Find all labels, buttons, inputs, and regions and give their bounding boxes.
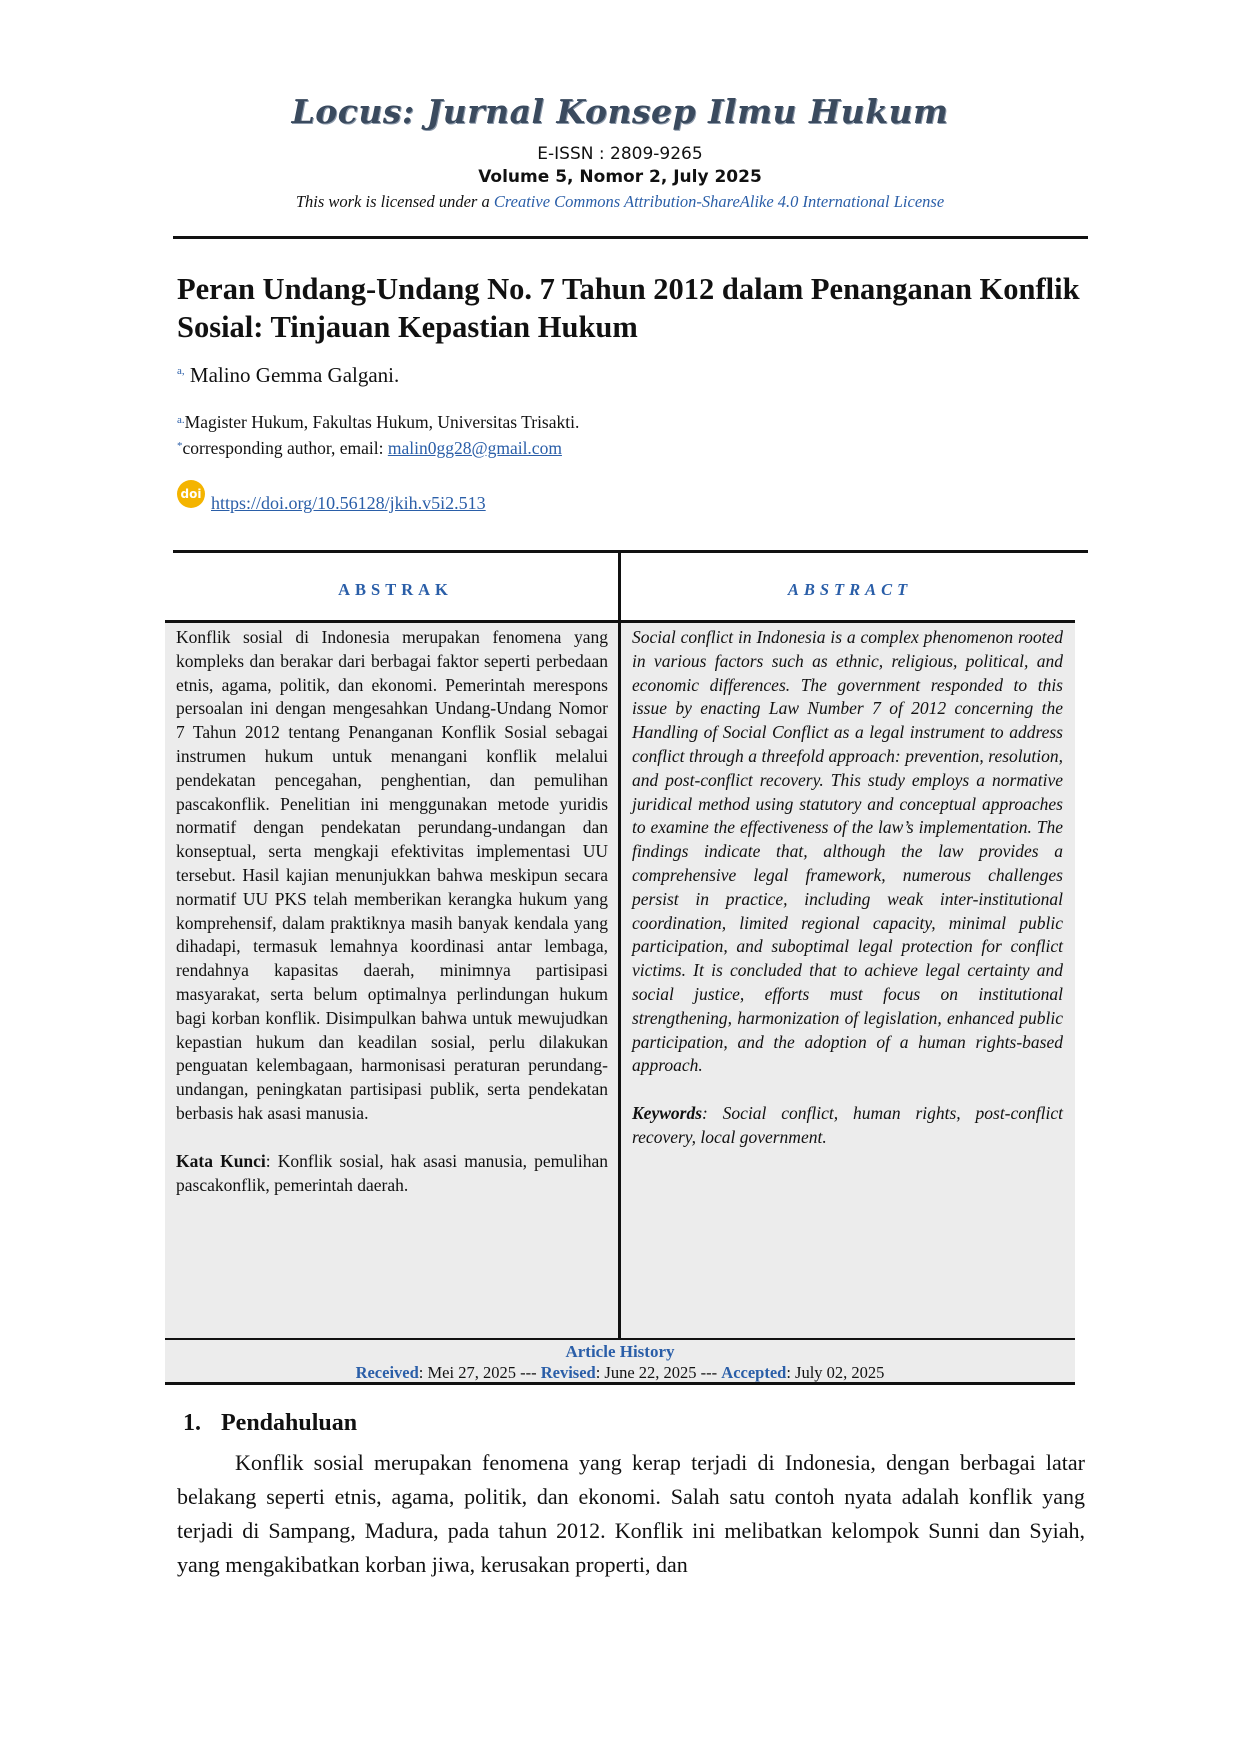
received-label: Received [355, 1363, 419, 1382]
accepted-date: : July 02, 2025 [786, 1363, 885, 1382]
abstract-text: Social conflict in Indonesia is a complex phenomenon rooted in various factors such as ethnic, religious, political, and economic differences. The government responded to this issue by enacting Law Number 7 of 2012 concerning the Handling of Social Conflict as a legal instrument to address conflict through a threefold approach: prevention, resolution, and post-conflict recovery. This study employs a normative juridical method using statutory and conceptual approaches to examine the effectiveness of the law’s implementation. The findings indicate that, although the law provides a comprehensive legal framework, numerous challenges persist in practice, including weak inter-institutional coordination, limited regional capacity, minimal public participation, and suboptimal legal protection for conflict victims. It is concluded that to achieve legal certainty and social justice, efforts must focus on institutional strengthening, harmonization of legislation, enhanced public participation, and the adoption of a human rights-based approach. [632, 627, 1063, 1076]
received-date: : Mei 27, 2025 --- [418, 1363, 541, 1382]
history-bottom-rule [165, 1382, 1075, 1385]
license-link[interactable]: Creative Commons Attribution-ShareAlike 4.0 International License [493, 192, 945, 211]
corresponding-prefix: corresponding author, email: [182, 438, 388, 458]
email-link[interactable]: malin0gg28@gmail.com [387, 438, 562, 458]
section-title: Pendahuluan [221, 1410, 358, 1436]
license-notice [0, 192, 1240, 212]
header-rule [173, 236, 1088, 239]
affiliation [177, 412, 579, 433]
revised-label: Revised [540, 1363, 596, 1382]
abstract-column-divider [618, 552, 621, 1338]
article-history-dates [165, 1363, 1075, 1383]
article-history-title: Article History [565, 1342, 675, 1361]
corresponding-sup: * [177, 440, 183, 452]
affiliation-text: Magister Hukum, Fakultas Hukum, Universitas Trisakti. [184, 412, 580, 432]
abstract-top-rule [173, 550, 1088, 553]
abstract-column [632, 626, 1063, 1150]
kata-kunci [176, 1150, 608, 1198]
revised-date: : June 22, 2025 --- [595, 1363, 722, 1382]
accepted-label: Accepted [721, 1363, 787, 1382]
section-number: 1. [183, 1410, 201, 1436]
abstrak-column [176, 626, 608, 1197]
journal-title: Locus: Jurnal Konsep Ilmu Hukum [291, 92, 949, 131]
author-line [177, 363, 399, 388]
keywords-label: Keywords [632, 1103, 702, 1124]
doi-link[interactable]: https://doi.org/10.56128/jkih.v5i2.513 [211, 493, 486, 513]
volume-issue: Volume 5, Nomor 2, July 2025 [478, 167, 762, 187]
keywords [632, 1102, 1063, 1150]
kata-kunci-label: Kata Kunci [176, 1150, 266, 1171]
author-name: Malino Gemma Galgani. [189, 363, 400, 387]
abstract-heading: ABSTRACT [787, 580, 913, 599]
author-sup: a, [177, 365, 185, 377]
section-heading [183, 1410, 357, 1437]
license-prefix: This work is licensed under a [295, 192, 494, 211]
abstrak-text: Konflik sosial di Indonesia merupakan fenomena yang kompleks dan berakar dari berbagai faktor seperti perbedaan etnis, agama, politik, dan ekonomi. Pemerintah merespons persoalan ini dengan mengesahkan Undang-Undang Nomor 7 Tahun 2012 tentang Penanganan Konflik Sosial sebagai instrumen hukum untuk menangani konflik melalui pendekatan pencegahan, penghentian, dan pemulihan pascakonflik. Penelitian ini menggunakan metode yuridis normatif dengan pendekatan perundang-undangan dan konseptual, serta mengkaji efektivitas implementasi UU tersebut. Hasil kajian menunjukkan bahwa meskipun secara normatif UU PKS telah memberikan kerangka hukum yang komprehensif, dalam praktiknya masih banyak kendala yang dihadapi, termasuk lemahnya koordinasi antar lembaga, rendahnya kapasitas daerah, minimnya partisipasi masyarakat, serta belum optimalnya perlindungan hukum bagi korban konflik. Disimpulkan bahwa untuk mewujudkan kepastian hukum dan keadilan sosial, perlu dilakukan penguatan kelembagaan, harmonisasi peraturan perundang-undangan, peningkatan partisipasi publik, serta pendekatan berbasis hak asasi manusia. [176, 627, 608, 1123]
paper-title: Peran Undang-Undang No. 7 Tahun 2012 dalam Penanganan Konflik Sosial: Tinjauan Kepastian Hukum [177, 272, 1080, 344]
doi-row [177, 486, 486, 514]
issn: E-ISSN : 2809-9265 [537, 144, 703, 164]
doi-icon: doi [177, 480, 205, 508]
corresponding-author [177, 438, 562, 459]
keywords-text: : Social conflict, human rights, post-conflict recovery, local government. [632, 1103, 1063, 1147]
kata-kunci-text: : Konflik sosial, hak asasi manusia, pemulihan pascakonflik, pemerintah daerah. [176, 1150, 609, 1195]
affiliation-sup: a. [177, 414, 185, 426]
abstrak-heading: ABSTRAK [338, 580, 453, 599]
body-paragraph: Konflik sosial merupakan fenomena yang kerap terjadi di Indonesia, dengan berbagai latar belakang seperti etnis, agama, politik, dan ekonomi. Salah satu contoh nyata adalah konflik yang terjadi di Sampang, Madura, pada tahun 2012. Konflik ini melibatkan kelompok Sunni dan Syiah, yang mengakibatkan korban jiwa, kerusakan properti, dan [177, 1450, 1085, 1577]
